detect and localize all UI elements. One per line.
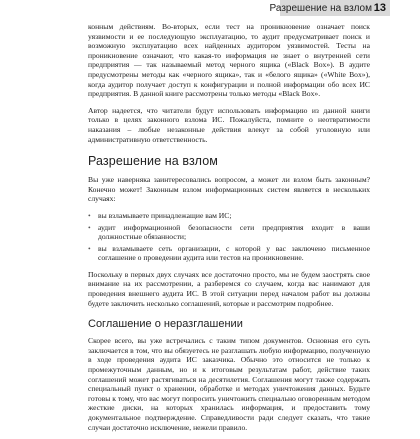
list-item bbox=[88, 223, 370, 242]
list-item-text: вы взламываете принадлежащие вам ИС; bbox=[98, 210, 232, 220]
nda-paragraph: Скорее всего, вы уже встречались с таким типом документов. Основная его суть заключается в том, что вы обязуетесь не разглашать любую информацию, полученную в ходе проведения аудита ИС заказчика. Обычно это относится не только к промежуточным данным, но и к итоговым результатам работ, действие таких соглашений может растягиваться на десятилетия. Соглашения могут также содержать специальный пункт о хранении, обработке и методах уничтожения данных. Будьте готовы к тому, что вас могут попросить уничтожить специально оговоренным методом жесткие диски, на которых хранилась информация, и предоставить тому документальное подтверждение. Справедливости ради следует сказать, что такие случаи достаточно исключение, нежели правило. bbox=[88, 336, 370, 432]
legal-cases-list bbox=[88, 211, 370, 263]
page-number: 13 bbox=[373, 2, 386, 14]
bullet-icon: • bbox=[88, 222, 91, 232]
page-body bbox=[88, 22, 370, 439]
running-title: Разрешение на взлом bbox=[269, 3, 372, 14]
page-header bbox=[0, 0, 420, 22]
paragraph-2: Автор надеется, что читатели будут использовать информацию из данной книги только в целях законного взлома ИС. Пожалуйста, помните о неотвратимости наказания – любые незаконные действия влекут за собой уголовную или административную ответственность. bbox=[88, 105, 370, 144]
paragraph-1: конным действиям. Во-вторых, если тест на проникновение означает поиск уязвимости и ее последующую эксплуатацию, то аудит предусматривает поиск и возможную эксплуатацию всех найденных аудитором уязвимостей. Тесты на проникновение означают, что какая-то информация не знает о внутренней сети предприятия — так называемый метод черного ящика («Black Box»). В аудите предусмотрены методы как «черного ящика», так и «белого ящика» («White Box»), когда аудитор получает доступ к конфигурации и полной информации обо всех ИС предприятия. В данной книге рассмотрены только методы «Black Box». bbox=[88, 22, 370, 99]
list-item bbox=[88, 211, 370, 221]
section-heading-nda: Соглашение о неразглашении bbox=[88, 318, 243, 331]
list-item-text: вы взламываете сеть организации, с которой у вас заключено письменное соглашение о проведении аудита или тестов на проникновение. bbox=[98, 243, 370, 263]
bullet-icon: • bbox=[88, 210, 91, 220]
section-closing: Поскольку в первых двух случаях все достаточно просто, мы не будем заострять свое внимание на их рассмотрении, а разберемся со случаем, когда вас нанимают для проведения внешнего аудита ИС. В этой ситуации перед началом работ вы должны будете заключить несколько соглашений, которые и рассмотрим подробнее. bbox=[88, 269, 370, 308]
bullet-icon: • bbox=[88, 243, 91, 253]
list-item bbox=[88, 244, 370, 263]
list-item-text: аудит информационной безопасности сети предприятия входит в ваши должностные обязанности; bbox=[98, 222, 370, 242]
section-heading-hacking-permission: Разрешение на взлом bbox=[88, 154, 218, 169]
section-intro: Вы уже наверняка заинтересовались вопросом, а может ли взлом быть законным? Конечно может! Законным взлом информационных систем является в нескольких случаях: bbox=[88, 175, 370, 204]
